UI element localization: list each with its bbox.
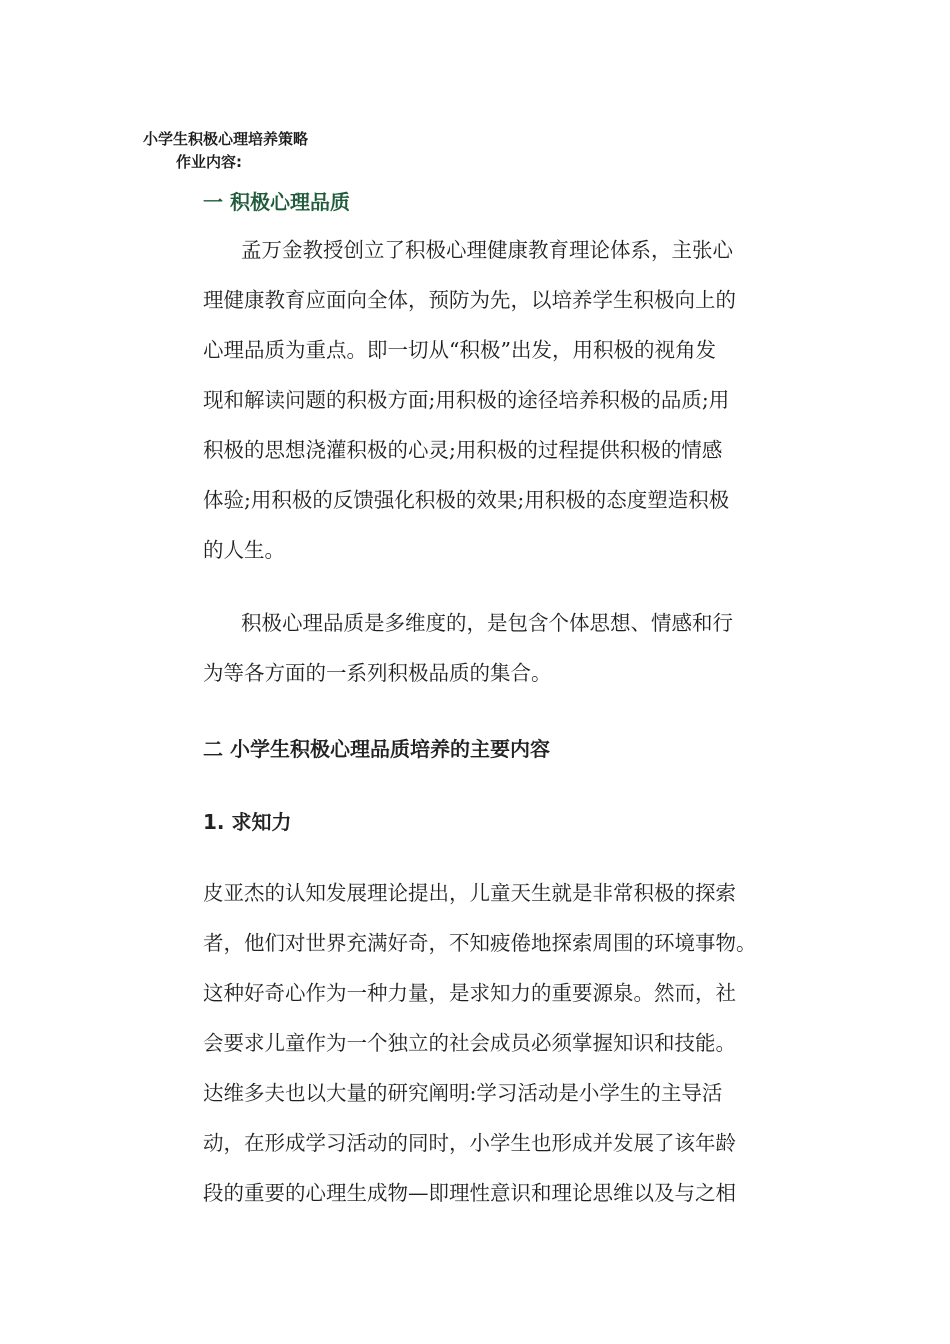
paragraph-line: 达维多夫也以大量的研究阐明:学习活动是小学生的主导活	[203, 1081, 723, 1105]
paragraph-line: 孟万金教授创立了积极心理健康教育理论体系，主张心	[241, 238, 733, 262]
section-2-heading: 二 小学生积极心理品质培养的主要内容	[203, 737, 550, 761]
section-1-heading: 一 积极心理品质	[203, 190, 350, 214]
section-2-paragraph	[203, 868, 815, 1218]
paragraph-line: 体验;用积极的反馈强化积极的效果;用积极的态度塑造积极	[203, 488, 730, 512]
document-title: 小学生积极心理培养策略	[143, 130, 309, 148]
assignment-content-label: 作业内容:	[176, 153, 242, 171]
paragraph-line: 的人生。	[203, 538, 285, 562]
section-1-paragraph-2	[203, 598, 815, 698]
paragraph-line: 积极心理品质是多维度的，是包含个体思想、情感和行	[241, 611, 733, 635]
paragraph-line: 会要求儿童作为一个独立的社会成员必须掌握知识和技能。	[203, 1031, 736, 1055]
paragraph-line: 现和解读问题的积极方面;用积极的途径培养积极的品质;用	[203, 388, 730, 412]
paragraph-line: 这种好奇心作为一种力量，是求知力的重要源泉。然而，社	[203, 981, 736, 1005]
paragraph-line: 段的重要的心理生成物—即理性意识和理论思维以及与之相	[203, 1181, 736, 1205]
section-1-paragraph-1	[203, 225, 815, 575]
paragraph-line: 积极的思想浇灌积极的心灵;用积极的过程提供积极的情感	[203, 438, 723, 462]
paragraph-line: 者，他们对世界充满好奇，不知疲倦地探索周围的环境事物。	[203, 931, 757, 955]
paragraph-line: 动，在形成学习活动的同时，小学生也形成并发展了该年龄	[203, 1131, 736, 1155]
paragraph-line: 皮亚杰的认知发展理论提出，儿童天生就是非常积极的探索	[203, 881, 736, 905]
paragraph-line: 为等各方面的一系列积极品质的集合。	[203, 661, 552, 685]
subsection-1-heading: 1. 求知力	[203, 810, 292, 834]
paragraph-line: 心理品质为重点。即一切从“积极”出发，用积极的视角发	[203, 338, 716, 362]
paragraph-line: 理健康教育应面向全体，预防为先，以培养学生积极向上的	[203, 288, 736, 312]
